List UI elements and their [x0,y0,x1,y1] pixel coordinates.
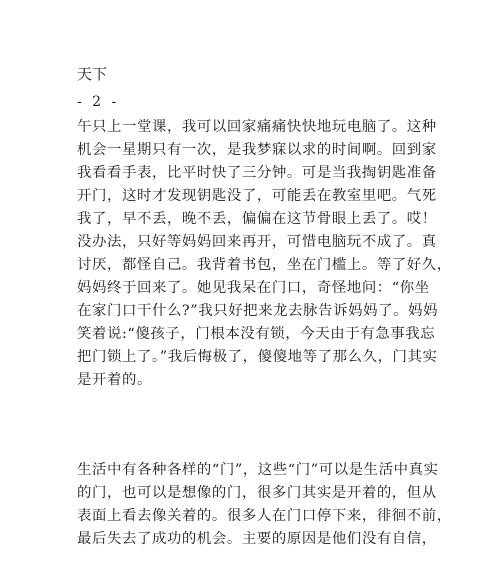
text-line: 开门，这时才发现钥匙没了，可能丢在教室里吧。气死 [77,188,437,204]
text-line: 没办法，只好等妈妈回来再开，可惜电脑玩不成了。真 [77,234,437,250]
text-line: 最后失去了成功的机会。主要的原因是他们没有自信， [77,531,437,547]
paragraph-story [77,116,452,392]
text-line: 笑着说:“傻孩子，门根本没有锁，今天由于有急事我忘 [77,326,436,342]
text-line: 在家门口干什么?”我只好把来龙去脉告诉妈妈了。妈妈 [77,303,439,319]
header-word: 天下 [77,65,108,83]
text-line: 妈妈终于回来了。她见我呆在门口，奇怪地问：“你坐 [77,280,430,296]
text-line: 是开着的。 [77,372,152,388]
page-number: - 2 - [77,94,120,110]
text-line: 讨厌，都怪自己。我背着书包，坐在门槛上。等了好久， [77,257,452,273]
text-line: 把门锁上了。”我后悔极了，傻傻地等了那么久，门其实 [77,349,438,365]
text-line: 我看看手表，比平时快了三分钟。可是当我掏钥匙准备 [77,165,437,181]
text-line: 我了，早不丢，晚不丢，偏偏在这节骨眼上丢了。哎！ [77,211,437,227]
text-line: 机会一星期只有一次，是我梦寐以求的时间啊。回到家 [77,142,437,158]
text-line: 生活中有各种各样的“门”，这些“门”可以是生活中真实 [77,462,439,478]
text-line: 表面上看去像关着的。很多人在门口停下来，徘徊不前， [77,508,452,524]
text-line: 的门，也可以是想像的门，很多门其实是开着的，但从 [77,485,437,501]
text-line: 午只上一堂课，我可以回家痛痛快快地玩电脑了。这种 [77,119,437,135]
paragraph-reflection [77,459,452,551]
